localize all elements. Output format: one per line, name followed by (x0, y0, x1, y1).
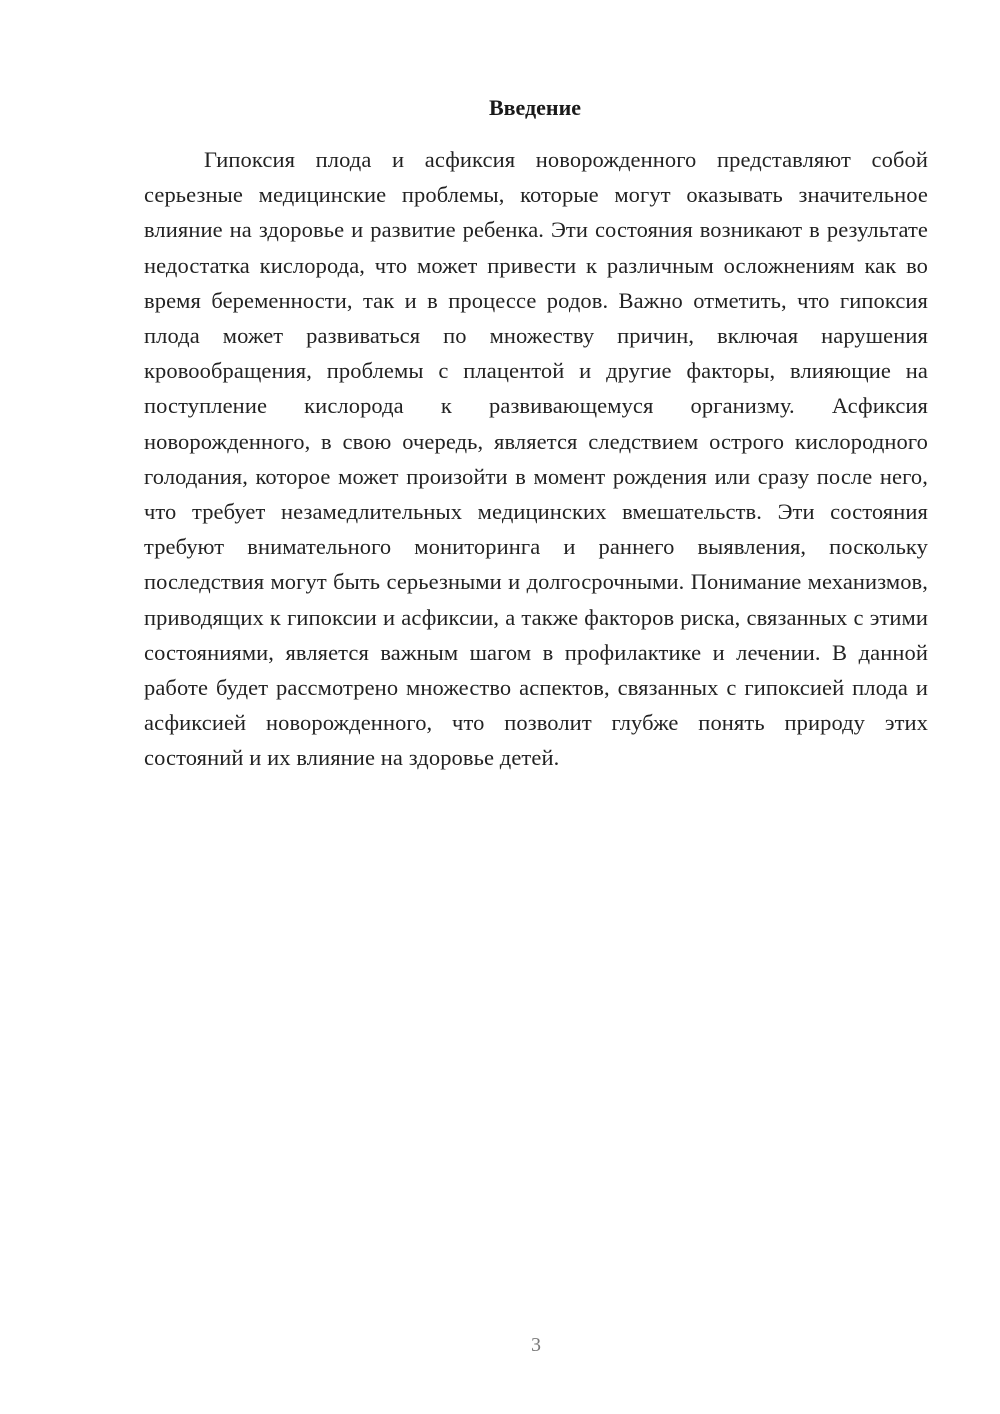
page-number: 3 (531, 1334, 541, 1356)
section-heading: Введение (488, 95, 582, 120)
body-paragraph: Гипоксия плода и асфиксия новорожденного представляют собой серьезные медицинские проблемы, которые могут оказывать значительное влияние на здоровье и развитие ребенка. Эти состояния возникают в результате недостатка кислорода, что может привести к различным осложнениям как во время беременности, так и в процессе родов. Важно отметить, что гипоксия плода может развиваться по множеству причин, включая нарушения кровообращения, проблемы с плацентой и другие факторы, влияющие на поступление кислорода к развивающемуся организму. Асфиксия новорожденного, в свою очередь, является следствием острого кислородного голодания, которое может произойти в момент рождения или сразу после него, что требует незамедлительных медицинских вмешательств. Эти состояния требуют внимательного мониторинга и раннего выявления, поскольку последствия могут быть серьезными и долгосрочными. Понимание механизмов, приводящих к гипоксии и асфиксии, а также факторов риска, связанных с этими состояниями, является важным шагом в профилактике и лечении. В данной работе будет рассмотрено множество аспектов, связанных с гипоксией плода и асфиксией новорожденного, что позволит глубже понять природу этих состояний и их влияние на здоровье детей. (144, 147, 928, 771)
